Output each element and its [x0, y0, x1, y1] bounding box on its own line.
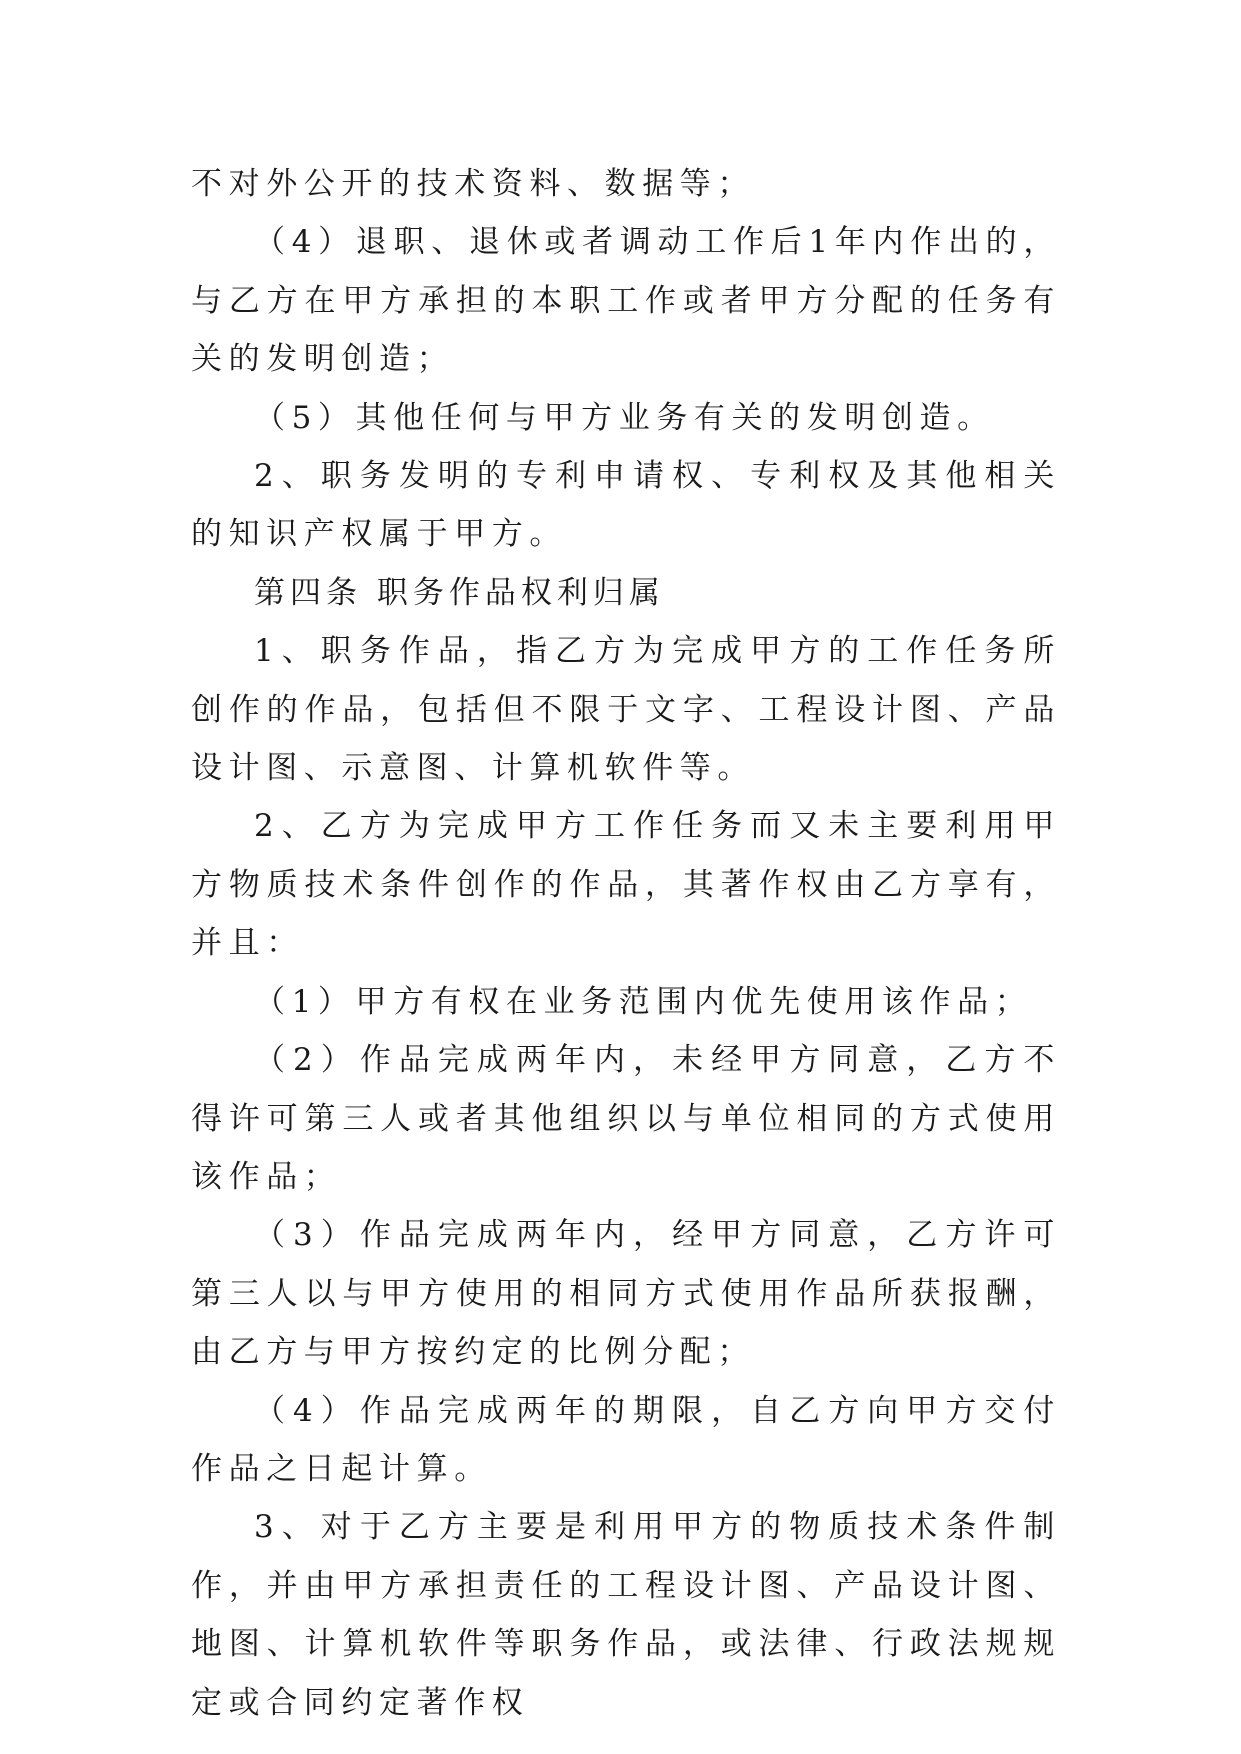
paragraph: （2）作品完成两年内，未经甲方同意，乙方不得许可第三人或者其他组织以与单位相同的方式使用该作品； — [191, 1042, 1061, 1195]
paragraph: 3、对于乙方主要是利用甲方的物质技术条件制作，并由甲方承担责任的工程设计图、产品设计图、地图、计算机软件等职务作品，或法律、行政法规规定或合同约定著作权 — [191, 1509, 1061, 1721]
document-body — [191, 155, 1061, 1732]
paragraph: （1）甲方有权在业务范围内优先使用该作品； — [254, 983, 1033, 1020]
paragraph: （5）其他任何与甲方业务有关的发明创造。 — [254, 399, 995, 436]
paragraph: 1、职务作品，指乙方为完成甲方的工作任务所创作的作品，包括但不限于文字、工程设计图、产品设计图、示意图、计算机软件等。 — [191, 633, 1061, 787]
paragraph: 2、职务发明的专利申请权、专利权及其他相关的知识产权属于甲方。 — [191, 458, 1061, 553]
paragraph: （3）作品完成两年内，经甲方同意，乙方许可第三人以与甲方使用的相同方式使用作品所获报酬，由乙方与甲方按约定的比例分配； — [191, 1217, 1061, 1371]
paragraph: （4）作品完成两年的期限，自乙方向甲方交付作品之日起计算。 — [191, 1392, 1061, 1487]
paragraph: （4）退职、退休或者调动工作后1年内作出的，与乙方在甲方承担的本职工作或者甲方分配的任务有关的发明创造； — [191, 224, 1061, 378]
paragraph: 不对外公开的技术资料、数据等； — [191, 166, 755, 202]
section-heading: 第四条 职务作品权利归属 — [254, 574, 665, 611]
paragraph: 2、乙方为完成甲方工作任务而又未主要利用甲方物质技术条件创作的作品，其著作权由乙方享有，并且： — [191, 808, 1061, 962]
